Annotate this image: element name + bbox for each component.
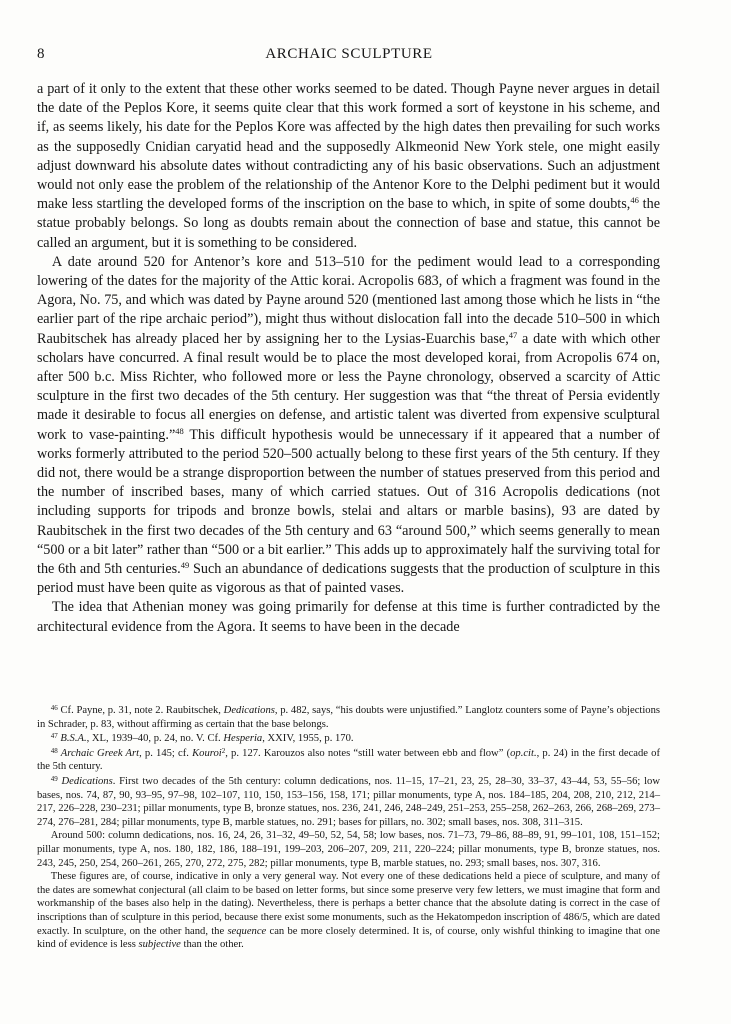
page-header: [37, 46, 661, 66]
footnote-ref-47[interactable]: 47: [508, 329, 518, 340]
footnote-49-around-500: Around 500: column dedications, nos. 16, 24, 26, 31–32, 49–50, 52, 54, 58; low bases, nos. 71–73, 79–86, 88–89, 91, 99–101, 108, 151–152; pillar monuments, type A, nos. 180, 182, 186, 188–191, 199–203, 206–207, 209, 211, 220–224; pillar monuments, type B, bronze statues, nos. 243, 245, 250, 254, 260–261, 265, 270, 272, 275, 282; pillar monuments, type B, marble statues, no. 293; small bases, nos. 307, 316.: [37, 830, 660, 869]
footnote-46: $^{46}$ Cf. Payne, p. 31, note 2. Raubitschek, Dedications, p. 482, says, “his doubts were unjustified.” Langlotz counters some of Payne’s objections in Schrader, p. 83, without affirming as certain that the base belongs.: [37, 704, 661, 730]
footnote-ref-46[interactable]: 46: [630, 195, 639, 206]
footnote-49: $^{49}$ Dedications. First two decades of the 5th century: column dedications, nos. 11–15, 17–21, 23, 25, 28–30, 33–37, 43–44, 53, 55–56; low bases, nos. 74, 87, 90, 93–95, 97–98, 102–107, 110, 150, 153–156, 158, 171; pillar monuments, type A, nos. 184–185, 204, 208, 210, 212, 214–217, 226–228, 230–231; pillar monuments, type B, bronze statues, nos. 236, 241, 246, 248–249, 251–253, 255–258, 262–263, 266, 268–269, 273–274, 276–281, 284; pillar monuments, type B, marble statues, no. 291; bases for pillars, no. 302; small bases, nos. 308, 311–315.: [37, 774, 660, 828]
footnote-ref-48[interactable]: 48: [175, 425, 184, 436]
paragraph-1: a part of it only to the extent that these other works seemed to be dated. Though Payne never argues in detail the date of the Peplos Kore, it seems quite clear that this work formed a sort of keystone in his scheme, and if, as seems likely, his date for the Peplos Kore was affected by the high dates then prevailing for such works as the supposedly Cnidian caryatid head and the supposedly Alkmeonid New York stele, one might easily adjust downward his absolute dates without contradicting any of his basic observations. Such an adjustment would not only ease the problem of the relationship of the Antenor Kore to the Delphi pediment but it would make less startling the developed forms of the inscription on the base to which, in spite of some doubts,$^{46}$ the statue probably belongs. So long as doubts remain about the connection of base and statue, this cannot be called an argument, but it is something to be considered.: [37, 81, 660, 251]
footnote-48: $^{48}$ Archaic Greek Art, p. 145; cf. Kouroi$^2$, p. 127. Karouzos also notes “still water between ebb and flow” (op.cit., p. 24) in the first decade of the 5th century.: [37, 746, 660, 773]
main-text: [37, 80, 660, 637]
footnote-ref-49[interactable]: 49: [180, 560, 190, 571]
running-title: ARCHAIC SCULPTURE: [265, 46, 433, 62]
footnote-47: $^{47}$ B.S.A., XL, 1939–40, p. 24, no. V. Cf. Hesperia, XXIV, 1955, p. 170.: [50, 732, 354, 745]
footnote-49-commentary: These figures are, of course, indicative in only a very general way. Not every one of these dedications held a piece of sculpture, and many of the dates are somewhat conjectural (all claim to be based on letter forms, but since some preserve very few letters, we must imagine that form and workmanship of the bases also help in the dating). Nevertheless, there is perhaps a better chance that the absolute dating is correct in the case of inscriptions than of sculpture in this period, because there exist some monuments, such as the Hekatompedon inscription of 486/5, which are dated exactly. In sculpture, on the other hand, the sequence can be more closely determined. It is, of course, only wishful thinking to imagine that one kind of evidence is less subjective than the other.: [37, 871, 660, 951]
footnotes: [37, 704, 660, 952]
paragraph-2: A date around 520 for Antenor’s kore and 513–510 for the pediment would lead to a corresponding lowering of the dates for the majority of the Attic korai. Acropolis 683, of which a fragment was found in the Agora, No. 75, and which was dated by Payne around 520 (mentioned last among those which he lists in “the earlier part of the ripe archaic period”), might thus without dislocation fall into the decade 510–500 in which Raubitschek has already placed her by assigning her to the Lysias-Euarchis base,$^{47}$ a date with which other scholars have concurred. A final result would be to place the most developed korai, from Acropolis 674 on, after 500 b.c. Miss Richter, who followed more or less the Payne chronology, observed a scarcity of Attic sculpture in the first two decades of the 5th century. Her suggestion was that “the threat of Persia evidently made it desirable to focus all energies on defense, and artistic talent was diverted from expensive sculptural work to vase-painting.”$^{48}$ This difficult hypothesis would be unnecessary if it appeared that a number of works formerly attributed to the period 520–500 actually belong to these first years of the 5th century. If they did not, there would be a strange disproportion between the number of statues preserved from this period and the number of inscribed bases, many of which carried statues. Out of 316 Acropolis dedications (not including supports for tripods and bronze bowls, stelai and altars or marble basins), 93 are dated by Raubitschek in the first two decades of the 5th century and 63 “around 500,” which seems generally to mean “500 or a bit later” rather than “500 or a bit earlier.” This adds up to approximately half the surviving total for the 6th and 5th centuries.$^{49}$ Such an abundance of dedications suggests that the production of sculpture in this period must have been quite as vigorous as that of painted vases.: [37, 253, 661, 597]
page-number: 8: [37, 46, 45, 62]
paragraph-3: The idea that Athenian money was going primarily for defense at this time is further contradicted by the architectural evidence from the Agora. It seems to have been in the decade: [37, 599, 660, 635]
